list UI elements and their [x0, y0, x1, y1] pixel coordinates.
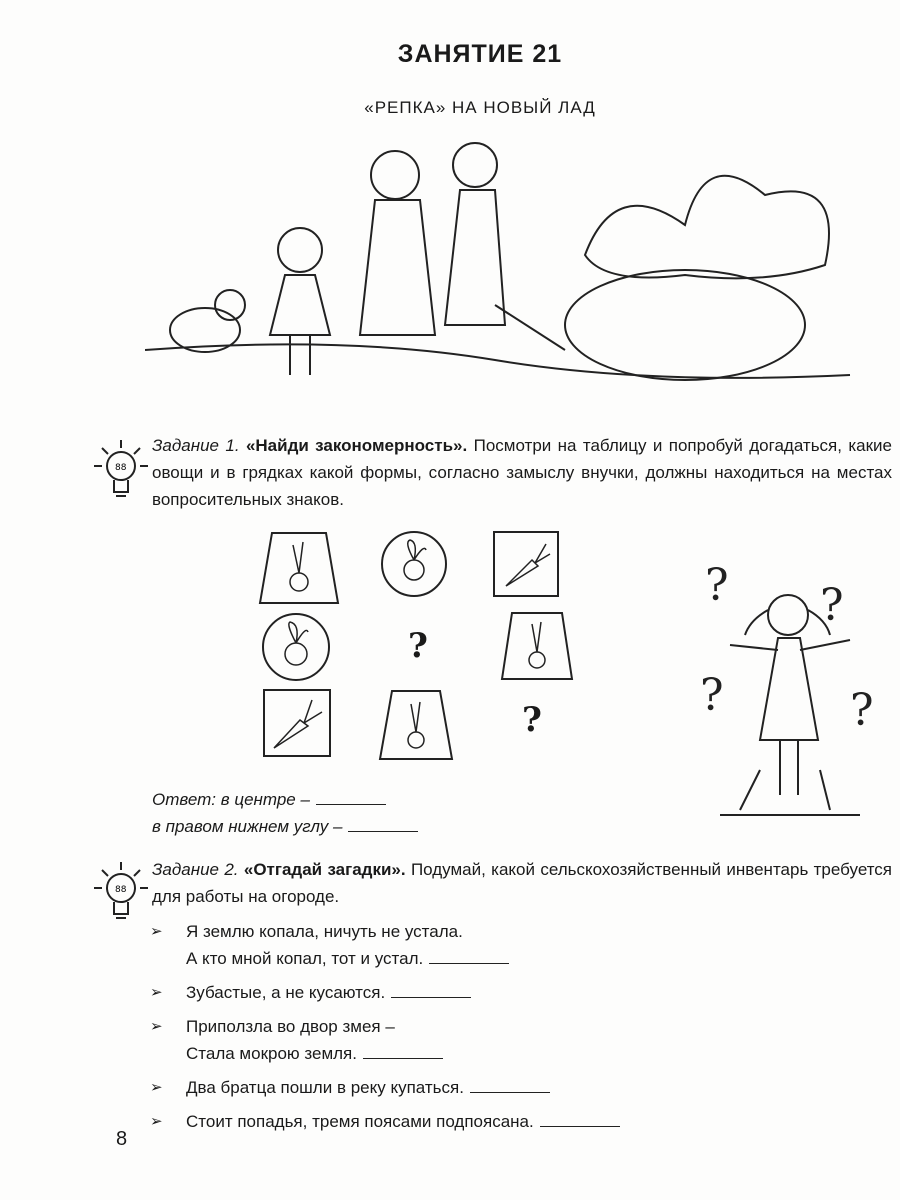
grid-cell-circle-radish: [260, 610, 332, 684]
svg-text:88: 88: [115, 463, 127, 473]
grid-cell-trapezoid-onion: [378, 688, 454, 762]
task-1-text: Посмотри на таблицу и попробуй догадаться, какие овощи и в грядках какой формы, согласно замыслу внучки, должны находиться на местах вопросительных знаков.: [152, 436, 892, 509]
grandmother-figure: [371, 151, 419, 199]
task-2: [152, 856, 892, 910]
riddle-answer-field[interactable]: [540, 1112, 620, 1127]
carrot-icon: [274, 700, 322, 748]
task-2-text: Подумай, какой сельскохозяйственный инвентарь требуется для работы на огороде.: [152, 860, 893, 906]
carrot-icon: [506, 544, 550, 586]
puzzled-girl-illustration: [700, 560, 880, 820]
task-2-name: «Отгадай загадки».: [243, 860, 406, 879]
riddle-item: [150, 918, 620, 972]
lightbulb-icon: [92, 858, 150, 930]
page-number: 8: [116, 1128, 128, 1150]
turnip-figure: [565, 270, 805, 380]
riddle-line: Стоит попадья, тремя поясами подпоясана.: [186, 1112, 534, 1131]
svg-text:?: ?: [820, 580, 844, 631]
lightbulb-icon: [92, 436, 150, 508]
svg-text:88: 88: [115, 885, 127, 895]
onion-icon: [290, 542, 308, 591]
riddle-line: Два братца пошли в реку купаться.: [186, 1078, 464, 1097]
grid-cell-circle-radish: [380, 528, 448, 600]
grid-cell-trapezoid-onion: [258, 530, 340, 606]
riddle-line: ➢ Я землю копала, ничуть не устала.: [186, 922, 463, 941]
riddle-answer-field[interactable]: [363, 1044, 443, 1059]
radish-icon: [404, 540, 426, 580]
radish-icon: [285, 622, 308, 665]
task-1-name: «Найди закономерность».: [245, 436, 468, 455]
svg-text:?: ?: [700, 670, 724, 721]
question-mark-center: ?: [408, 626, 428, 666]
riddle-item: [150, 1013, 620, 1067]
lesson-title: ЗАНЯТИЕ 21: [397, 40, 563, 68]
onion-icon: [408, 702, 424, 748]
riddle-answer-field[interactable]: [429, 949, 509, 964]
answer-bottom-right-field[interactable]: [348, 817, 418, 832]
riddle-list: [150, 918, 620, 1142]
repka-illustration: [145, 135, 855, 395]
answer-center-label: Ответ: в центре –: [152, 790, 310, 809]
answer-bottom-right-label: в правом нижнем углу –: [152, 817, 343, 836]
grid-cell-square-carrot: [262, 688, 332, 758]
riddle-line: Зубастые, а не кусаются.: [186, 983, 386, 1002]
riddle-line: А кто мной копал, тот и устал.: [186, 949, 424, 968]
onion-icon: [529, 622, 545, 668]
task-1: [152, 432, 892, 513]
riddle-line: Стала мокрою земля.: [186, 1044, 357, 1063]
riddle-item: [150, 1108, 620, 1135]
lesson-subtitle: «РЕПКА» НА НОВЫЙ ЛАД: [364, 98, 596, 117]
riddle-item: [150, 1074, 620, 1101]
question-mark-bottom-right: ?: [522, 700, 542, 740]
riddle-line: ➢ Приползла во двор змея –: [186, 1017, 395, 1036]
riddle-item: [150, 979, 620, 1006]
task-2-label: Задание 2.: [152, 860, 239, 879]
svg-text:?: ?: [705, 560, 729, 611]
svg-text:?: ?: [850, 685, 874, 736]
grid-cell-square-carrot: [492, 530, 560, 598]
answer-center-field[interactable]: [316, 790, 386, 805]
answer-block: [152, 786, 418, 840]
grandfather-figure: [453, 143, 497, 187]
task-1-label: Задание 1.: [152, 436, 240, 455]
riddle-answer-field[interactable]: [470, 1078, 550, 1093]
riddle-answer-field[interactable]: [391, 983, 471, 998]
grid-cell-trapezoid-onion: [500, 610, 574, 682]
granddaughter-figure: [278, 228, 322, 272]
